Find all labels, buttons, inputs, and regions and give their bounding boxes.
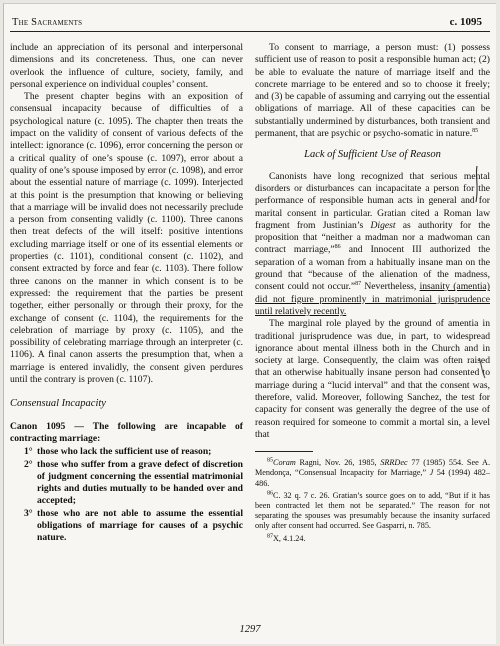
canon-item-number: 1° <box>24 446 33 458</box>
footnote <box>255 458 490 489</box>
canon-heading: Canon 1095 — The following are incapable of contracting marriage: <box>10 420 243 444</box>
canon-item-text: those who are not able to assume the essential obligations of marriage for causes of a psychic nature. <box>37 507 243 544</box>
footnote-number: 86 <box>267 490 273 497</box>
italic-title: Digest <box>370 219 396 231</box>
footnote-italic: SRRDec <box>380 458 408 468</box>
paragraph-text: and Innocent III authorized the separation of a woman from a habitually insane man on the ground that “because of the alienation of the madness, consent could not occur.” <box>255 244 490 293</box>
margin-pen-mark <box>470 164 484 204</box>
paragraph-text: To consent to marriage, a person must: (1) possess sufficient use of reason to posit a responsible human act; (2) be able to evaluate the nature of marriage itself and the concrete marriage to be entered and so to choose it freely; and (3) be capable of assuming and carrying out the essential obligations of marriage. All of these capacities can be substantially undermined by disturbances, both transient and permanent, that are psychic or psycho-somatic in nature. <box>255 42 490 140</box>
footnote-ref: 85 <box>472 127 479 134</box>
footnote-ref: 86 <box>334 244 341 251</box>
margin-pen-mark <box>476 356 488 380</box>
footnote-text: 54 (1994) 482–486. <box>255 468 490 488</box>
footnote-text: 77 (1985) 554. See A. Mendonça, “Consensual Incapacity for Marriage,” <box>255 458 490 478</box>
paragraph-text: Canonists have long recognized that serious mental disorders or disturbances can incapacitate a person for the performance of responsible human acts in general and for marital consent in particular. Gratian cited a Roman law fragment from Justinian’s <box>255 170 490 231</box>
footnote-number: 87 <box>267 532 273 539</box>
right-column <box>255 42 490 546</box>
section-title: Consensual Incapacity <box>10 398 106 410</box>
footnote-rule <box>255 451 313 452</box>
paragraph-text: as authority for the proposition that “neither a madman nor a madwoman can contract marriage,” <box>255 219 490 256</box>
footnote-text: Ragni, Nov. 26, 1985, <box>295 458 381 468</box>
paragraph <box>255 42 490 140</box>
section-title: Lack of Sufficient Use of Reason <box>304 149 441 161</box>
footnote-number: 85 <box>267 457 273 464</box>
footnote-italic: Coram <box>273 458 296 468</box>
paragraph: The present chapter begins with an exposition of consensual incapacity because of difficulties of a psychological nature (c. 1095). The chapter then treats the impact on the validity of consent of various defects of the intellect: ignorance (c. 1096), error concerning the person or a critical quality of one’s spouse (c. 1097), error about a quality of one’s spouse imposed by error (c. 1098), and error about the essential nature of marriage (c. 1099). Interjected at this point is the presumption that knowing or believing that a marriage will be invalid does not necessarily preclude a person from consenting validly (c. 1100). Three canons then treat defects of the will itself: positive intentions excluding marriage itself or one of its essential elements or properties (c. 1101), conditional consent (c. 1102), and consent extracted by force and fear (c. 1103). There follow three canons on the manner in which consent is to be expressed: the requirement that the parties be present together, either personally or through their proxy, for the exchange of consent (c. 1104), the requirements for the celebration of marriage by proxy (c. 1105), and the possibility of celebrating marriage through an interpreter (c. 1106). A final canon asserts the presumption that, when a marriage is entered invalidly, the consent given perdures until the contrary is proven (c. 1107). <box>10 91 243 386</box>
canon-item-number: 2° <box>24 458 33 470</box>
footnote-ref: 87 <box>355 281 362 288</box>
canon-item <box>24 446 243 458</box>
canon-block <box>10 421 243 545</box>
footnote <box>255 534 490 544</box>
canon-item <box>24 508 243 545</box>
canon-item-number: 3° <box>24 507 33 519</box>
paragraph: include an appreciation of its personal and interpersonal dimensions and its concreteness. Thus, one can never overlook the influence of culture, society, family, and personal experience on individual couples’ consent. <box>10 42 243 90</box>
running-header-title: The Sacraments <box>12 17 83 28</box>
footnote <box>255 491 490 532</box>
running-header-canon: c. 1095 <box>449 16 482 28</box>
book-page <box>3 3 496 644</box>
left-column <box>10 42 243 545</box>
canon-item-text: those who lack the sufficient use of reason; <box>37 446 212 458</box>
paragraph <box>255 171 490 319</box>
paragraph: The marginal role played by the ground of amentia in traditional jurisprudence was due, in part, to widespread ignorance about mental illness both in the Church and in society at large. Consequently, the claim was often raised that an otherwise habitually insane person had consented to marriage during a “lucid interval” and that the consent was, therefore, valid. Moreover, following Sanchez, the test for capacity for consent was generally the degree of the use of reason required for someone to commit a mortal sin, a level that <box>255 318 490 440</box>
footnote-text: X, 4.1.24. <box>273 533 306 543</box>
underlined-passage: insanity (amentia) did not figure prominently in matrimonial jurisprudence until relatively recently. <box>255 281 490 317</box>
canon-item-text: those who suffer from a grave defect of discretion of judgment concerning the essential matrimonial rights and duties mutually to be handed over and accepted; <box>37 458 243 507</box>
paragraph-text: Nevertheless, <box>361 281 420 293</box>
page-number: 1297 <box>239 624 261 635</box>
canon-item <box>24 459 243 508</box>
footnote-italic: J <box>429 468 434 478</box>
footnote-text: C. 32 q. 7 c. 26. Gratian’s source goes on to add, “But if it has been contracted let them not be separated.” The reason for not separating the spouses was presumably because the insanity surfaced only after consent had occurred. See Gasparri, n. 785. <box>255 490 490 531</box>
header-rule <box>10 31 490 32</box>
